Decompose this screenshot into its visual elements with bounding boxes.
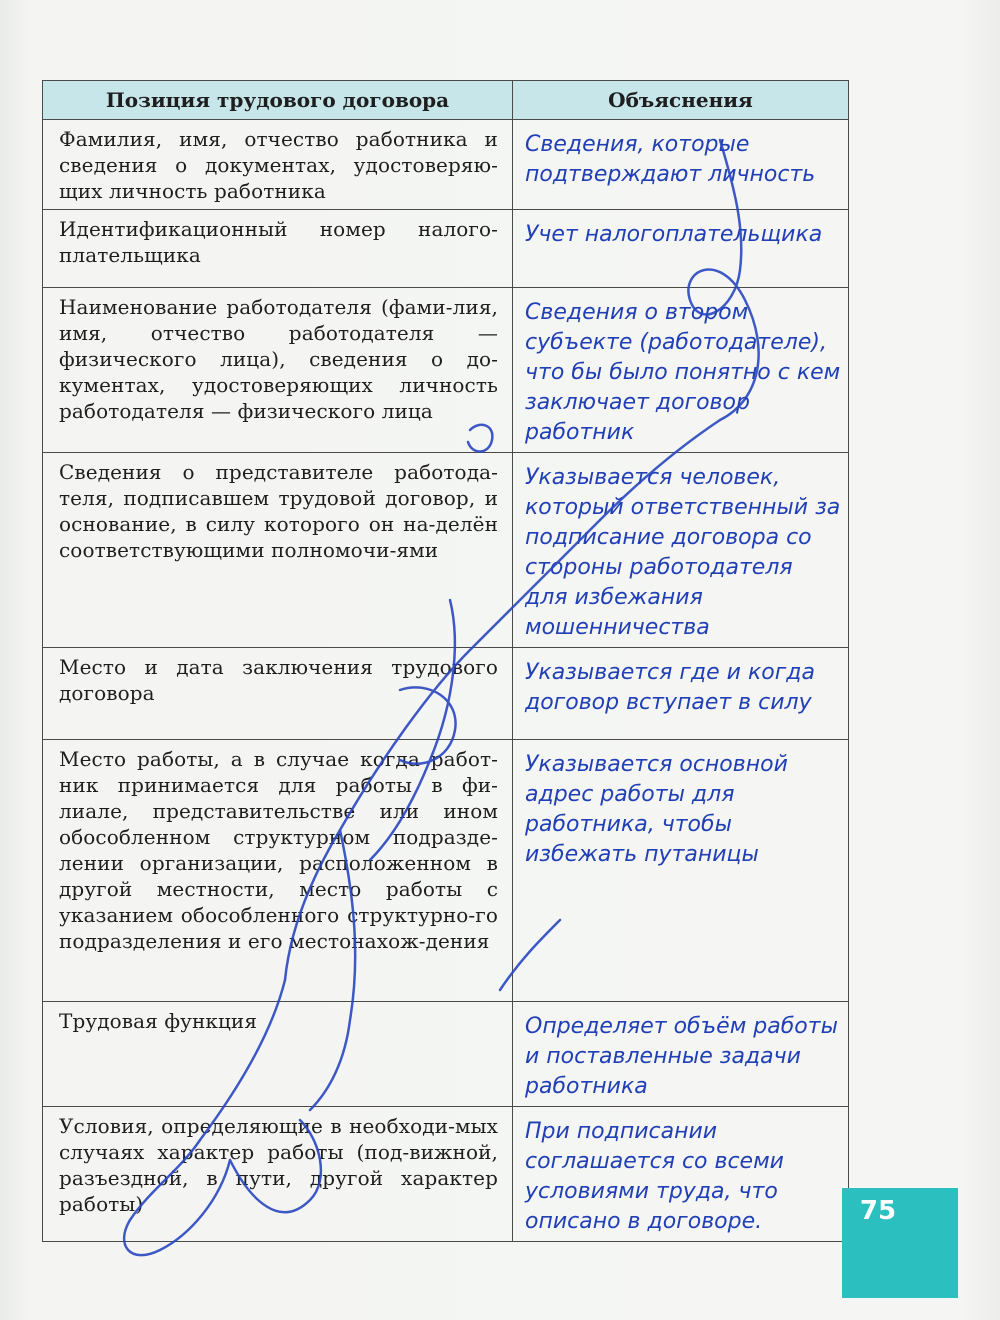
row-position-text: Идентификационный номер налого-плательщика bbox=[43, 210, 513, 288]
table-row bbox=[43, 648, 849, 740]
handwritten-note: Указывается человек, который ответственный за подписание договора со стороны работодателя для избежания мошенничества bbox=[513, 453, 849, 648]
handwritten-note: Сведения о втором субъекте (работодателе), что бы было понятно с кем заключает договор работник bbox=[513, 288, 849, 453]
handwritten-note: Определяет объём работы и поставленные задачи работника bbox=[513, 1002, 849, 1107]
table-row bbox=[43, 1107, 849, 1242]
header-position: Позиция трудового договора bbox=[43, 81, 513, 120]
row-position-text: Фамилия, имя, отчество работника и сведения о документах, удостоверяю-щих личность работника bbox=[43, 120, 513, 210]
page-number: 75 bbox=[859, 1196, 897, 1226]
labor-contract-table bbox=[42, 80, 849, 1242]
table-row bbox=[43, 120, 849, 210]
table-row bbox=[43, 288, 849, 453]
table-header-row bbox=[43, 81, 849, 120]
row-position-text: Место и дата заключения трудового договора bbox=[43, 648, 513, 740]
row-position-text: Наименование работодателя (фами-лия, имя, отчество работодателя — физического лица), сведения о до-кументах, удостоверяющих личность работодателя — физического лица bbox=[43, 288, 513, 453]
row-position-text: Трудовая функция bbox=[43, 1002, 513, 1107]
handwritten-note: Указывается основной адрес работы для работника, чтобы избежать путаницы bbox=[513, 740, 849, 1002]
table-row bbox=[43, 453, 849, 648]
handwritten-note: Сведения, которые подтверждают личность bbox=[513, 120, 849, 210]
table-row bbox=[43, 210, 849, 288]
table-row bbox=[43, 1002, 849, 1107]
row-position-text: Сведения о представителе работода-теля, подписавшем трудовой договор, и основание, в силу которого он на-делён соответствующими полномочи-ями bbox=[43, 453, 513, 648]
handwritten-note: Указывается где и когда договор вступает в силу bbox=[513, 648, 849, 740]
header-explanation: Объяснения bbox=[513, 81, 849, 120]
row-position-text: Место работы, а в случае когда работ-ник принимается для работы в фи-лиале, представительстве или ином обособленном структурном подразде-лении организации, расположенном в другой местности, место работы с указанием обособленного структурно-го подразделения и его местонахож-дения bbox=[43, 740, 513, 1002]
row-position-text: Условия, определяющие в необходи-мых случаях характер работы (под-вижной, разъездной, в пути, другой характер работы) bbox=[43, 1107, 513, 1242]
handwritten-note: Учет налогоплательщика bbox=[513, 210, 849, 288]
table-row bbox=[43, 740, 849, 1002]
handwritten-note: При подписании соглашается со всеми условиями труда, что описано в договоре. bbox=[513, 1107, 849, 1242]
